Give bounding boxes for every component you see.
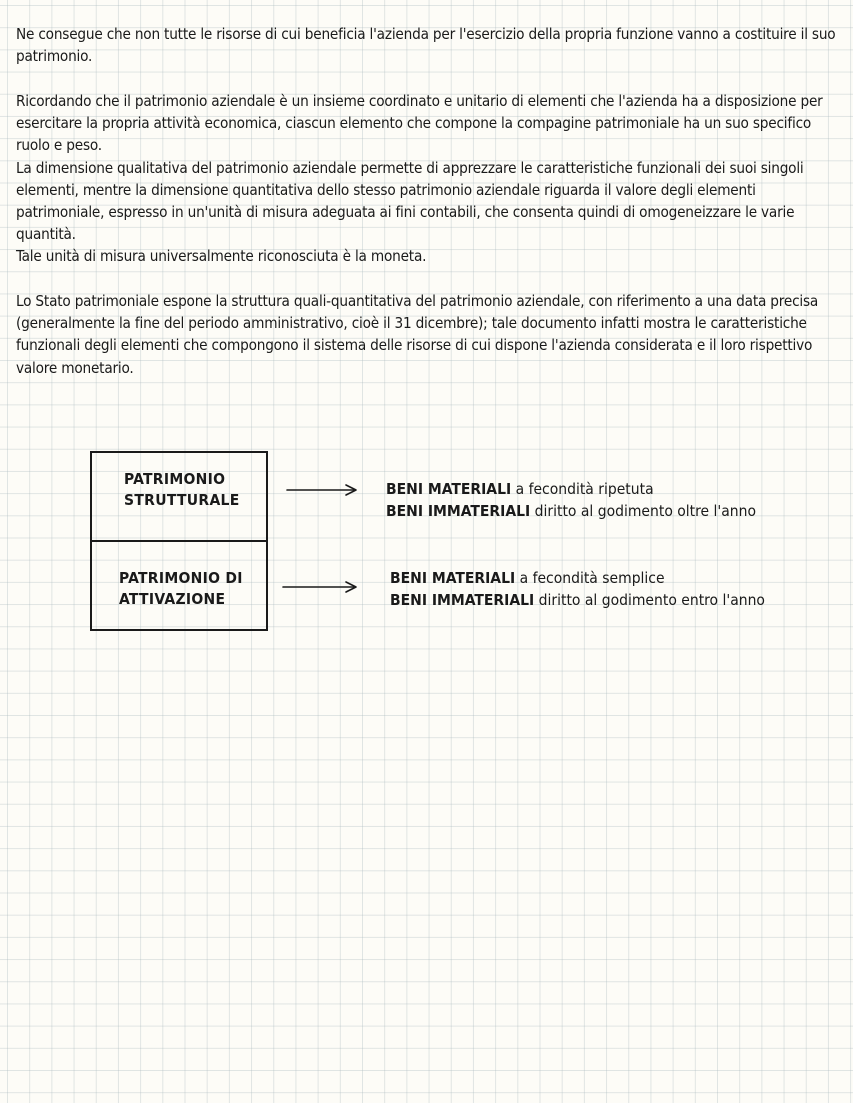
description-line: [386, 500, 756, 522]
description-line: [386, 478, 756, 500]
keyword: BENI IMMATERIALI: [390, 591, 535, 609]
description-line: [390, 567, 765, 589]
paragraph-line: Ricordando che il patrimonio aziendale è un insieme coordinato e unitario di elementi che l'azienda ha a disposizione per esercitare la propria attività economica, ciascun elemento che compone la compagine patrimoniale ha un suo specifico ruolo e peso.: [16, 92, 823, 155]
paragraph-text: Lo Stato patrimoniale espone la struttura quali-quantitativa del patrimonio aziendale, con riferimento a una data precisa (generalmente la fine del periodo amministrativo, cioè il 31 dicembre); tale documento infatti mostra le caratteristiche funzionali degli elementi che compongono il sistema delle risorse di cui dispone l'azienda considerata e il loro rispettivo valore monetario.: [16, 292, 819, 377]
arrow-right-icon: [282, 580, 358, 594]
box-label-line: STRUTTURALE: [124, 491, 240, 509]
paragraph-patrimonio-definition: [16, 90, 844, 268]
description-text: a fecondità ripetuta: [511, 480, 654, 498]
box-divider: [92, 540, 266, 542]
keyword: BENI MATERIALI: [386, 480, 512, 498]
arrow-right-icon: [286, 483, 358, 497]
paragraph-resources: [16, 23, 844, 67]
description-attivazione: [390, 567, 765, 611]
description-text: diritto al godimento oltre l'anno: [530, 502, 756, 520]
paragraph-stato-patrimoniale: [16, 290, 844, 379]
box-label-line: PATRIMONIO DI: [119, 569, 243, 587]
keyword: BENI MATERIALI: [390, 569, 516, 587]
box-label-line: ATTIVAZIONE: [119, 590, 226, 608]
description-strutturale: [386, 478, 756, 522]
paragraph-line: La dimensione qualitativa del patrimonio aziendale permette di apprezzare le caratteristiche funzionali dei suoi singoli elementi, mentre la dimensione quantitativa dello stesso patrimonio aziendale riguarda il valore degli elementi patrimoniale, espresso in un'unità di misura adeguata ai fini contabili, che consenta quindi di omogeneizzare le varie quantità.: [16, 158, 804, 244]
box-label-attivazione: [119, 568, 243, 610]
description-text: diritto al godimento entro l'anno: [534, 591, 765, 609]
description-line: [390, 589, 765, 611]
paragraph-text: Ne consegue che non tutte le risorse di cui beneficia l'azienda per l'esercizio della propria funzione vanno a costituire il suo patrimonio.: [16, 25, 836, 66]
box-label-strutturale: [124, 469, 240, 511]
description-text: a fecondità semplice: [515, 569, 665, 587]
box-label-line: PATRIMONIO: [124, 470, 226, 488]
patrimonio-diagram-box: [90, 451, 268, 631]
paragraph-line: Tale unità di misura universalmente riconosciuta è la moneta.: [16, 247, 427, 266]
keyword: BENI IMMATERIALI: [386, 502, 531, 520]
